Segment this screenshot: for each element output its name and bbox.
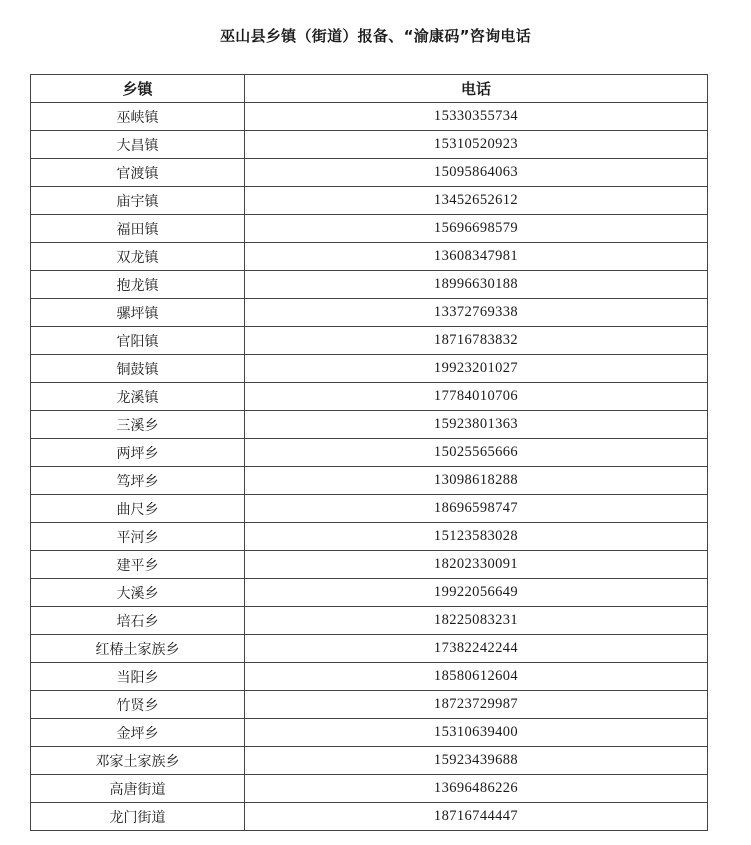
phone-cell: 15095864063 — [245, 159, 708, 187]
town-cell: 庙宇镇 — [31, 187, 245, 215]
town-cell: 双龙镇 — [31, 243, 245, 271]
town-cell: 巫峡镇 — [31, 103, 245, 131]
town-cell: 建平乡 — [31, 551, 245, 579]
phone-cell: 18696598747 — [245, 495, 708, 523]
table-row — [31, 579, 708, 607]
town-cell: 笃坪乡 — [31, 467, 245, 495]
town-cell: 高唐街道 — [31, 775, 245, 803]
table-row — [31, 271, 708, 299]
table-row — [31, 663, 708, 691]
table-row — [31, 803, 708, 831]
table-row — [31, 383, 708, 411]
table-row — [31, 747, 708, 775]
table-row — [31, 607, 708, 635]
phone-cell: 13696486226 — [245, 775, 708, 803]
table-row — [31, 187, 708, 215]
town-cell: 金坪乡 — [31, 719, 245, 747]
phone-cell: 15330355734 — [245, 103, 708, 131]
phone-cell: 15025565666 — [245, 439, 708, 467]
town-cell: 大昌镇 — [31, 131, 245, 159]
table-row — [31, 159, 708, 187]
phone-cell: 13452652612 — [245, 187, 708, 215]
town-cell: 官阳镇 — [31, 327, 245, 355]
table-row — [31, 551, 708, 579]
phone-cell: 15123583028 — [245, 523, 708, 551]
table-row — [31, 327, 708, 355]
town-cell: 当阳乡 — [31, 663, 245, 691]
town-cell: 三溪乡 — [31, 411, 245, 439]
town-cell: 官渡镇 — [31, 159, 245, 187]
table-row — [31, 103, 708, 131]
table-row — [31, 131, 708, 159]
phone-cell: 17784010706 — [245, 383, 708, 411]
phone-cell: 18716783832 — [245, 327, 708, 355]
phone-cell: 18723729987 — [245, 691, 708, 719]
town-cell: 福田镇 — [31, 215, 245, 243]
table-row — [31, 355, 708, 383]
table-row — [31, 467, 708, 495]
town-cell: 抱龙镇 — [31, 271, 245, 299]
phone-cell: 15310639400 — [245, 719, 708, 747]
town-cell: 培石乡 — [31, 607, 245, 635]
phone-cell: 15923801363 — [245, 411, 708, 439]
town-cell: 竹贤乡 — [31, 691, 245, 719]
table-row — [31, 299, 708, 327]
contact-table — [30, 74, 708, 831]
phone-cell: 15696698579 — [245, 215, 708, 243]
phone-cell: 18716744447 — [245, 803, 708, 831]
town-cell: 龙溪镇 — [31, 383, 245, 411]
phone-cell: 19923201027 — [245, 355, 708, 383]
town-cell: 两坪乡 — [31, 439, 245, 467]
town-cell: 平河乡 — [31, 523, 245, 551]
town-cell: 红椿土家族乡 — [31, 635, 245, 663]
town-cell: 邓家土家族乡 — [31, 747, 245, 775]
town-cell: 龙门街道 — [31, 803, 245, 831]
table-header-row — [31, 75, 708, 103]
phone-cell: 18225083231 — [245, 607, 708, 635]
phone-cell: 13098618288 — [245, 467, 708, 495]
phone-cell: 15923439688 — [245, 747, 708, 775]
phone-cell: 15310520923 — [245, 131, 708, 159]
column-header-town: 乡镇 — [31, 75, 245, 103]
phone-cell: 18996630188 — [245, 271, 708, 299]
phone-cell: 17382242244 — [245, 635, 708, 663]
table-row — [31, 439, 708, 467]
phone-cell: 19922056649 — [245, 579, 708, 607]
town-cell: 大溪乡 — [31, 579, 245, 607]
table-row — [31, 495, 708, 523]
table-row — [31, 215, 708, 243]
table-row — [31, 523, 708, 551]
table-row — [31, 411, 708, 439]
town-cell: 铜鼓镇 — [31, 355, 245, 383]
document-title: 巫山县乡镇（街道）报备、“渝康码”咨询电话 — [219, 27, 532, 45]
phone-cell: 18202330091 — [245, 551, 708, 579]
table-row — [31, 635, 708, 663]
town-cell: 骡坪镇 — [31, 299, 245, 327]
table-row — [31, 775, 708, 803]
column-header-phone: 电话 — [245, 75, 708, 103]
phone-cell: 13608347981 — [245, 243, 708, 271]
phone-cell: 18580612604 — [245, 663, 708, 691]
table-row — [31, 691, 708, 719]
table-row — [31, 719, 708, 747]
town-cell: 曲尺乡 — [31, 495, 245, 523]
table-row — [31, 243, 708, 271]
phone-cell: 13372769338 — [245, 299, 708, 327]
